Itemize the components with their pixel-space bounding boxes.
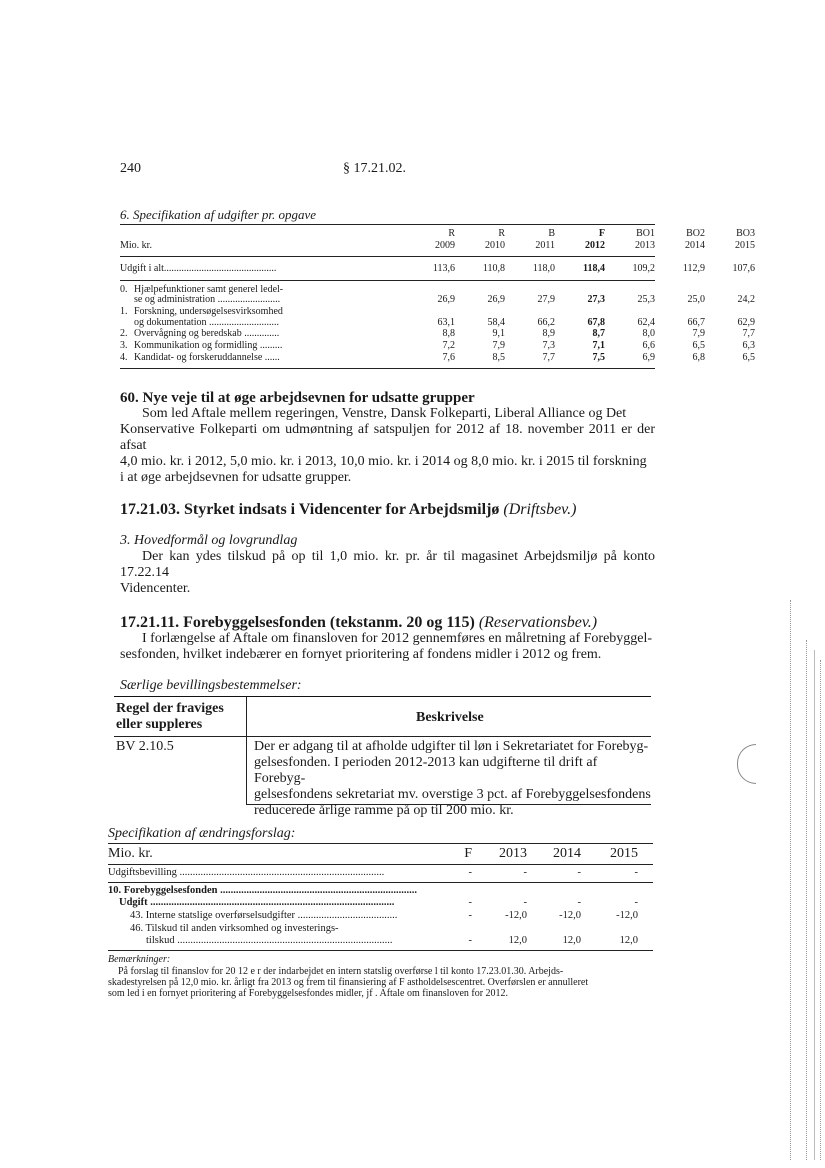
table-row: 2. Overvågning og beredskab .............. 8,8 9,1 8,9 8,7 8,0 7,9 7,7 bbox=[120, 328, 755, 339]
col-header-top: BO3 bbox=[736, 228, 755, 239]
total-value: 112,9 bbox=[682, 263, 705, 274]
col-header-year: 2009 bbox=[435, 240, 455, 251]
col-header-year: 2011 bbox=[535, 240, 555, 251]
table-row: Udgift ............................................................................................. - - - - bbox=[119, 897, 638, 908]
col-header-year: 2015 bbox=[735, 240, 755, 251]
table2-rule-id: BV 2.10.5 bbox=[116, 739, 174, 754]
table3-bottom-rule bbox=[108, 950, 653, 951]
table1-total-rule bbox=[120, 280, 655, 281]
table2-header-rule bbox=[114, 736, 651, 737]
table2-head-right: Beskrivelse bbox=[416, 710, 484, 725]
table2-description: Der er adgang til at afholde udgifter til løn i Sekretariatet for Forebyg- gelsesfonden. I perioden 2012-2013 kan udgifterne til drift af Forebyg- gelsesfondens sekretariat mv. overstige 3 pct. af Forebyggelsesfondens reducerede årlige ramme på op til 200 mio. kr. bbox=[254, 739, 651, 818]
total-value: 107,6 bbox=[732, 263, 755, 274]
section-reference: § 17.21.02. bbox=[343, 161, 406, 176]
table-row: Udgiftsbevilling .............................................................................. - - - - bbox=[108, 867, 638, 878]
table3-unit-label: Mio. kr. bbox=[108, 846, 153, 861]
page-number: 240 bbox=[120, 161, 141, 176]
table1-total-row bbox=[120, 260, 755, 280]
table1-caption: 6. Specifikation af udgifter pr. opgave bbox=[120, 207, 317, 222]
scan-margin-line bbox=[820, 660, 821, 1160]
table3-col-header: 2013 bbox=[499, 846, 527, 861]
table1-header-rule bbox=[120, 256, 655, 257]
table-row: se og administration ......................... 26,9 26,9 27,9 27,3 25,3 25,0 24,2 bbox=[134, 294, 755, 305]
scan-margin-line bbox=[790, 600, 791, 1160]
table1-bottom-rule bbox=[120, 368, 655, 369]
section-172111-body: I forlængelse af Aftale om finansloven for 2012 gennemføres en målretning af Forebyggel- sesfonden, hvilket indebærer en fornyet prioritering af fondens midler i 2012 og frem. bbox=[120, 631, 653, 662]
table2-caption: Særlige bevillingsbestemmelser: bbox=[120, 678, 302, 693]
col-header-year: 2013 bbox=[635, 240, 655, 251]
total-value: 113,6 bbox=[432, 263, 455, 274]
col-header-year: 2014 bbox=[685, 240, 705, 251]
table-row: 46. Tilskud til anden virksomhed og investerings- bbox=[130, 923, 339, 934]
table-row: 1. Forskning, undersøgelsesvirksomhed bbox=[120, 306, 283, 317]
col-header-year: 2012 bbox=[585, 240, 605, 251]
total-value: 109,2 bbox=[632, 263, 655, 274]
scan-margin-line bbox=[806, 640, 807, 1160]
table2-top-rule bbox=[114, 696, 651, 697]
col-header-top: F bbox=[598, 228, 605, 239]
table2-bottom-rule bbox=[246, 804, 651, 805]
scan-mark bbox=[737, 744, 756, 784]
table-row: 0. Hjælpefunktioner samt generel ledel- bbox=[120, 284, 284, 295]
col-header-top: B bbox=[548, 228, 555, 239]
table2-column-divider bbox=[246, 697, 247, 804]
section-172103-subheading: 3. Hovedformål og lovgrundlag bbox=[120, 533, 298, 548]
note-title: Bemærkninger: bbox=[108, 954, 171, 965]
unit-label: Mio. kr. bbox=[120, 240, 152, 251]
table-row: 4. Kandidat- og forskeruddannelse ...... 7,6 8,5 7,7 7,5 6,9 6,8 6,5 bbox=[120, 352, 755, 363]
total-label: Udgift i alt............................................. bbox=[120, 263, 277, 274]
col-header-top: R bbox=[498, 228, 505, 239]
section-172103-body: Der kan ydes tilskud på op til 1,0 mio. kr. pr. år til magasinet Arbejdsmiljø på konto 17.22.14 Videncenter. bbox=[120, 549, 655, 596]
table3-col-header: 2014 bbox=[553, 846, 581, 861]
section-60-heading: 60. Nye veje til at øge arbejdsevnen for udsatte grupper bbox=[120, 390, 475, 406]
table-row: tilskud .................................................................................. - 12,0 12,0 12,0 bbox=[146, 935, 638, 946]
table-row: 10. Forebyggelsesfonden ........................................................................... bbox=[108, 885, 417, 896]
table-row: 43. Interne statslige overførselsudgifter ...................................... - -12,0 -12,0 -12,0 bbox=[130, 910, 638, 921]
total-value: 110,8 bbox=[482, 263, 505, 274]
table-row: 3. Kommunikation og formidling ......... 7,2 7,9 7,3 7,1 6,6 6,5 6,3 bbox=[120, 340, 755, 351]
table3-col-header: 2015 bbox=[610, 846, 638, 861]
table3-top-rule bbox=[108, 843, 653, 844]
table3-col-header: F bbox=[464, 846, 472, 861]
table1-header-row-2 bbox=[120, 240, 755, 254]
col-header-top: BO1 bbox=[636, 228, 655, 239]
total-value: 118,0 bbox=[532, 263, 555, 274]
table1-body bbox=[120, 282, 755, 372]
table2-head-left: Regel der fraviges eller suppleres bbox=[116, 701, 224, 732]
table3-header-rule bbox=[108, 864, 653, 865]
table3-rule bbox=[108, 882, 653, 883]
scan-margin-line bbox=[814, 650, 815, 1160]
col-header-year: 2010 bbox=[485, 240, 505, 251]
section-172111-heading: 17.21.11. Forebyggelsesfonden (tekstanm. 20 og 115) (Reservationsbev.) bbox=[120, 614, 598, 631]
section-60-body: Som led Aftale mellem regeringen, Venstre, Dansk Folkeparti, Liberal Alliance og Det Konservative Folkeparti om udmøntning af satspuljen for 2012 af 18. november 2011 er der afsat 4,0 mio. kr. i 2012, 5,0 mio. kr. i 2013, 10,0 mio. kr. i 2014 og 8,0 mio. kr. i 2015 til forskning i at øge arbejdsevnen for udsatte grupper. bbox=[120, 406, 655, 485]
col-header-top: R bbox=[448, 228, 455, 239]
table3-caption: Specifikation af ændringsforslag: bbox=[108, 826, 296, 841]
section-172103-heading: 17.21.03. Styrket indsats i Videncenter for Arbejdsmiljø (Driftsbev.) bbox=[120, 501, 577, 518]
total-value: 118,4 bbox=[583, 263, 605, 274]
table1-top-rule bbox=[120, 224, 655, 225]
col-header-top: BO2 bbox=[686, 228, 705, 239]
note-body: På forslag til finanslov for 20 12 e r der indarbejdet en intern statslig overførse l til konto 17.23.01.30. Arbejds- skadestyrelsen på 12,0 mio. kr. årligt fra 2013 og frem til finansiering af F astholdelsescentret. Overførslen er annulleret som led i en fornyet prioritering af Forebyggelsesfondes midler, jf . Aftale om finansloven for 2012. bbox=[108, 966, 589, 999]
table-row: og dokumentation ............................ 63,1 58,4 66,2 67,8 62,4 66,7 62,9 bbox=[134, 317, 755, 328]
